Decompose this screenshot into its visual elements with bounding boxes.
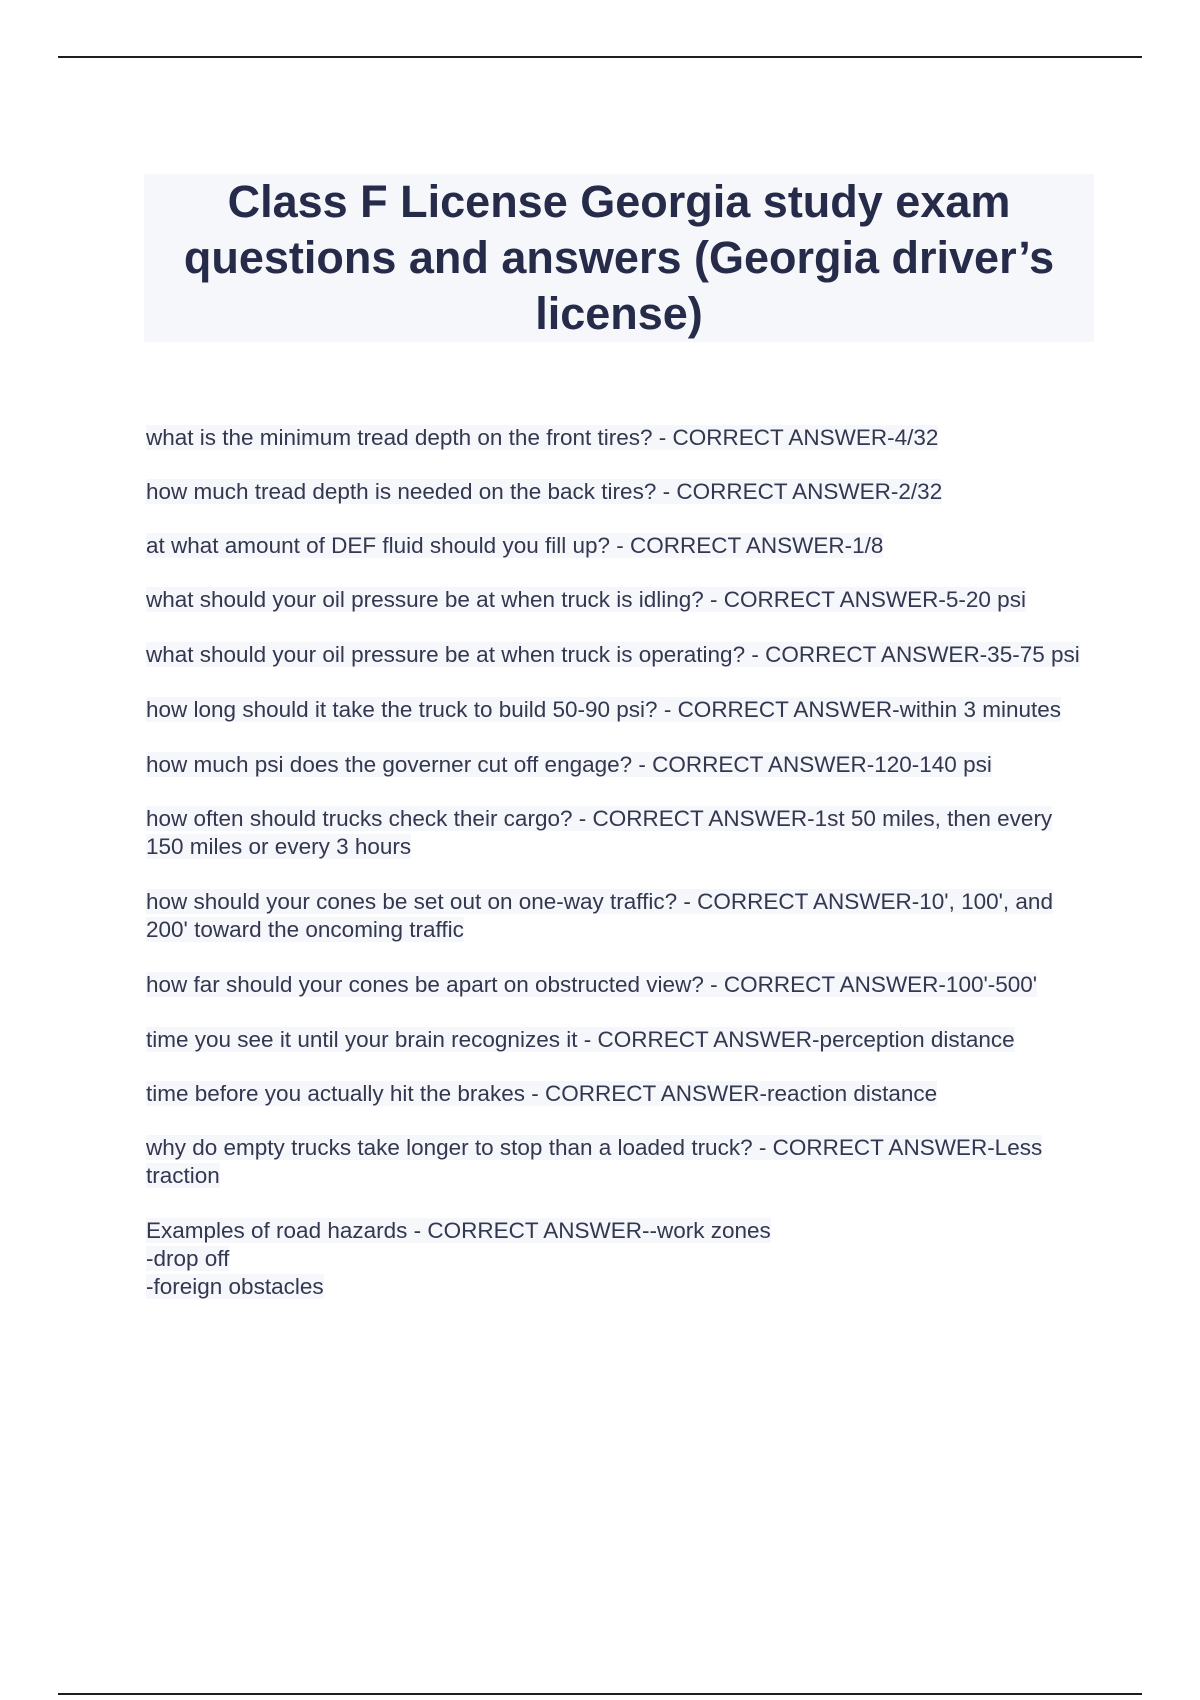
qa-text: how long should it take the truck to build 50-90 psi? - CORRECT ANSWER-within 3 minutes bbox=[146, 697, 1061, 722]
qa-item bbox=[146, 532, 1094, 560]
qa-item bbox=[146, 586, 1094, 614]
qa-text: why do empty trucks take longer to stop than a loaded truck? - CORRECT ANSWER-Less traction bbox=[146, 1135, 1043, 1188]
qa-text: at what amount of DEF fluid should you fill up? - CORRECT ANSWER-1/8 bbox=[146, 533, 884, 558]
bottom-rule bbox=[58, 1693, 1142, 1695]
qa-text: what should your oil pressure be at when truck is operating? - CORRECT ANSWER-35-75 psi bbox=[146, 642, 1080, 667]
qa-text: how much psi does the governer cut off engage? - CORRECT ANSWER-120-140 psi bbox=[146, 752, 992, 777]
qa-text: time you see it until your brain recognizes it - CORRECT ANSWER-perception distance bbox=[146, 1027, 1015, 1052]
qa-text: how should your cones be set out on one-way traffic? - CORRECT ANSWER-10', 100', and 200' toward the oncoming traffic bbox=[146, 889, 1053, 942]
qa-item-multiline bbox=[146, 1217, 1094, 1301]
qa-item bbox=[146, 971, 1094, 999]
qa-item bbox=[146, 805, 1094, 861]
qa-text: what should your oil pressure be at when truck is idling? - CORRECT ANSWER-5-20 psi bbox=[146, 587, 1026, 612]
qa-item bbox=[146, 696, 1094, 724]
qa-text: what is the minimum tread depth on the front tires? - CORRECT ANSWER-4/32 bbox=[146, 425, 939, 450]
qa-text: how much tread depth is needed on the back tires? - CORRECT ANSWER-2/32 bbox=[146, 479, 943, 504]
qa-text: time before you actually hit the brakes - CORRECT ANSWER-reaction distance bbox=[146, 1081, 938, 1106]
title-box bbox=[144, 174, 1094, 342]
qa-item bbox=[146, 641, 1094, 669]
qa-item bbox=[146, 888, 1094, 944]
qa-text: how often should trucks check their cargo? - CORRECT ANSWER-1st 50 miles, then every 150 miles or every 3 hours bbox=[146, 806, 1053, 859]
page-title: Class F License Georgia study exam questions and answers (Georgia driver’s license) bbox=[183, 176, 1055, 339]
qa-item bbox=[146, 1080, 1094, 1108]
qa-item bbox=[146, 478, 1094, 506]
qa-item bbox=[146, 751, 1094, 779]
qa-item bbox=[146, 1026, 1094, 1054]
qa-text-line: Examples of road hazards - CORRECT ANSWER--work zones bbox=[146, 1218, 771, 1243]
qa-item bbox=[146, 1134, 1094, 1190]
top-rule bbox=[58, 56, 1142, 58]
qa-item bbox=[146, 424, 1094, 452]
qa-list bbox=[146, 424, 1094, 1301]
qa-text-line: -foreign obstacles bbox=[146, 1274, 324, 1299]
qa-text-line: -drop off bbox=[146, 1246, 230, 1271]
qa-text: how far should your cones be apart on obstructed view? - CORRECT ANSWER-100'-500' bbox=[146, 972, 1038, 997]
